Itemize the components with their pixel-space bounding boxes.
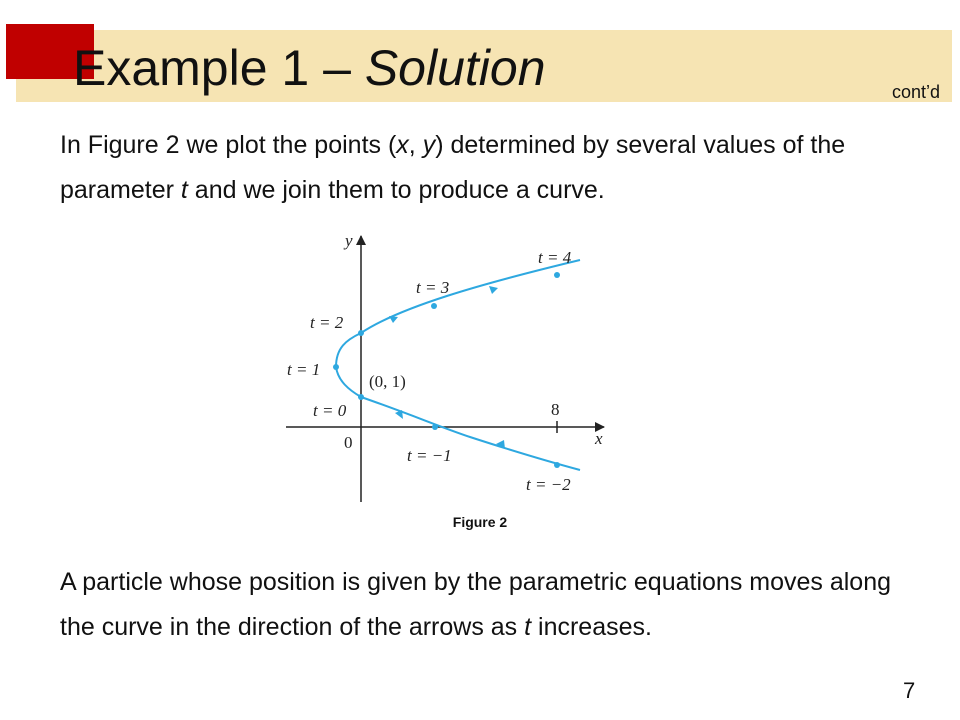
label-tm1: t = −1 (407, 446, 452, 465)
label-t4: t = 4 (538, 248, 572, 267)
para1-text-2: , (408, 131, 423, 159)
para1-var-y: y (422, 131, 436, 159)
label-t1: t = 1 (287, 360, 321, 379)
para2-text-2: increases. (531, 613, 652, 641)
curve-lower (361, 397, 580, 470)
x-axis-label: x (595, 429, 603, 448)
para1-var-x: x (396, 131, 409, 159)
para2-var-t: t (524, 613, 532, 641)
paragraph-particle (60, 560, 900, 650)
slide-title-main: Example 1 – (73, 40, 365, 96)
point-01-label: (0, 1) (369, 372, 406, 391)
arrow-upper-2 (489, 286, 498, 294)
para2-text-1: A particle whose position is given by the parametric equations moves along the curve in the direction of the arrows as (60, 568, 892, 641)
figure-svg (270, 222, 610, 512)
para1-text-1: In Figure 2 we plot the points ( (60, 131, 397, 159)
y-axis-label: y (345, 231, 353, 250)
slide-title-italic: Solution (364, 40, 546, 96)
para1-var-t: t (180, 176, 188, 204)
label-t3: t = 3 (416, 278, 450, 297)
contd-label: cont’d (891, 82, 940, 102)
slide-number: 7 (903, 678, 916, 703)
figure-caption: Figure 2 (452, 514, 508, 530)
para1-text-3: ) determined by several values of the parameter (60, 131, 846, 204)
slide-title (73, 37, 546, 99)
point-tm2 (554, 462, 560, 468)
parametric-curve-figure (270, 222, 610, 512)
para1-text-4: and we join them to produce a curve. (187, 176, 605, 204)
paragraph-intro (60, 123, 900, 213)
arrow-upper-1 (389, 316, 398, 323)
point-t4 (554, 272, 560, 278)
label-tm2: t = −2 (526, 475, 571, 494)
point-t3 (431, 303, 437, 309)
point-t2 (358, 330, 364, 336)
label-t0: t = 0 (313, 401, 347, 420)
arrow-lower-1 (395, 410, 403, 419)
label-t2: t = 2 (310, 313, 344, 332)
point-tm1 (432, 424, 438, 430)
origin-label: 0 (344, 433, 353, 452)
point-t0 (358, 394, 364, 400)
point-t1 (333, 364, 339, 370)
tick-8-label: 8 (551, 400, 560, 419)
